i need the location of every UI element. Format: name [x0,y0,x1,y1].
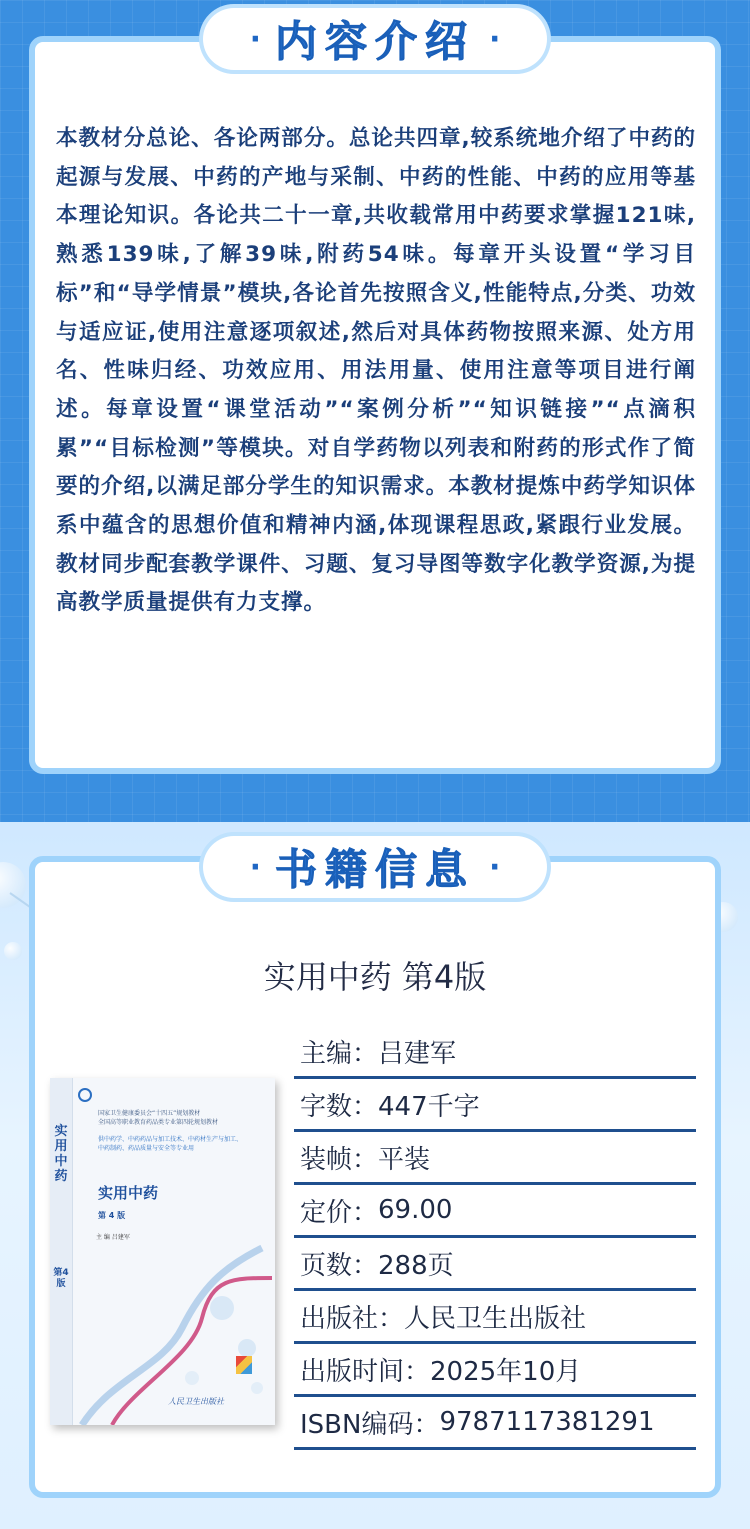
cover-logo-icon [78,1088,92,1102]
cover-header-line2: 全国高等职业教育药品类专业第四轮规划教材 [98,1119,219,1126]
info-row-publisher [294,1291,696,1344]
info-value: 447千字 [378,1091,480,1122]
info-label: ISBN编码： [300,1409,440,1440]
cover-header-line1: 国家卫生健康委员会“十四五”规划教材 [98,1110,201,1117]
cover-publisher: 人民卫生出版社 [168,1397,224,1406]
title-dot-right: · [489,21,501,57]
book-info-title: 书籍信息 [274,845,475,894]
info-row-isbn [294,1397,696,1450]
info-value: 69.00 [378,1195,453,1225]
info-label: 字数： [300,1091,379,1122]
info-row-binding [294,1132,696,1185]
cover-spine [50,1078,73,1425]
info-label: 主编： [300,1038,379,1069]
info-label: 出版时间： [300,1356,431,1387]
info-row-pages [294,1238,696,1291]
intro-text: 本教材分总论、各论两部分。总论共四章,较系统地介绍了中药的起源与发展、中药的产地与采制、中药的性能、中药的应用等基本理论知识。各论共二十一章,共收载常用中药要求掌握121味,熟悉139味,了解39味,附药54味。每章开头设置“学习目标”和“导学情景”模块,各论首先按照含义,性能特点,分类、功效与适应证,使用注意逐项叙述,然后对具体药物按照来源、处方用名、性味归经、功效应用、用法用量、使用注意等项目进行阐述。每章设置“课堂活动”“案例分析”“知识链接”“点滴积累”“目标检测”等模块。对自学药物以列表和附药的形式作了简要的介绍,以满足部分学生的知识需求。本教材提炼中药学知识体系中蕴含的思想价值和精神内涵,体现课程思政,紧跟行业发展。教材同步配套教学课件、习题、复习导图等数字化教学资源,为提高教学质量提供有力支撑。 [56,126,696,616]
book-cover-image [50,1078,275,1425]
info-row-price [294,1185,696,1238]
cover-spine-title: 实用中药 [54,1124,68,1184]
info-label: 定价： [300,1197,379,1228]
cover-majors-line2: 中药制药、药品质量与安全等专业用 [98,1145,195,1152]
cover-book-name: 实用中药 [98,1184,159,1202]
intro-title-badge [203,8,547,70]
info-row-publish-date [294,1344,696,1397]
cover-majors-line1: 供中药学、中药药品与加工技术、中药材生产与加工、 [98,1136,243,1143]
book-info-title-badge [203,836,547,898]
title-dot-left: · [249,849,261,885]
info-row-editor [294,1026,696,1079]
cover-editor: 主 编 吕建军 [96,1234,130,1241]
info-value: 吕建军 [378,1038,457,1069]
info-value: 平装 [378,1144,431,1175]
info-label: 装帧： [300,1144,379,1175]
info-value: 288页 [378,1250,454,1281]
cover-spine-edition: 第4版 [53,1268,69,1289]
book-name: 实用中药 第4版 [263,958,487,996]
info-value: 9787117381291 [439,1407,655,1437]
info-label: 页数： [300,1250,379,1281]
info-value: 人民卫生出版社 [404,1303,587,1334]
intro-title: 内容介绍 [274,17,475,66]
cover-edition: 第 4 版 [98,1211,126,1220]
info-label: 出版社： [300,1303,405,1334]
info-value: 2025年10月 [430,1356,582,1387]
title-dot-right: · [489,849,501,885]
info-row-word-count [294,1079,696,1132]
cover-publisher-mark [236,1356,252,1374]
title-dot-left: · [249,21,261,57]
